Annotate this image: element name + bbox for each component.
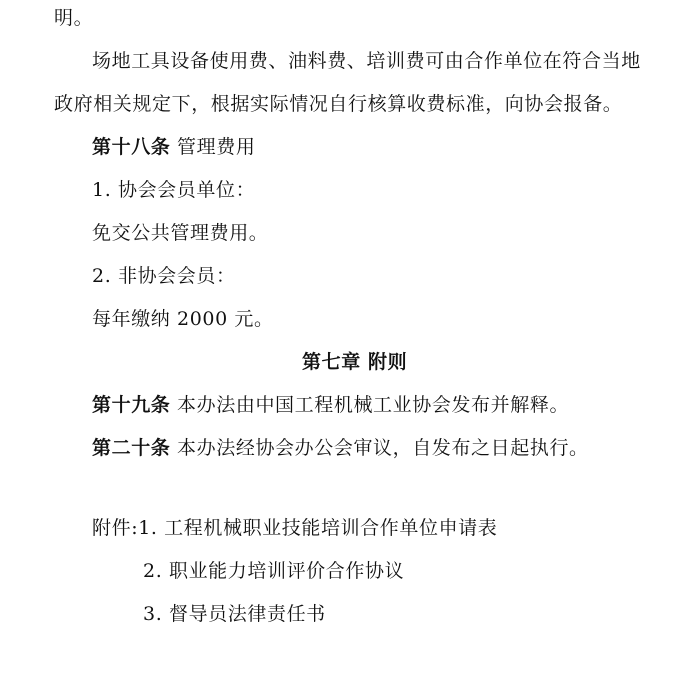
item-1-text: 免交公共管理费用。 [92,222,269,244]
attachment-prefix: 附件: [92,517,139,539]
attachment-2: 2. 职业能力培训评价合作协议 [143,560,405,582]
article-19-text: 本办法由中国工程机械工业协会发布并解释。 [170,394,570,416]
article-20-text: 本办法经协会办公会审议，自发布之日起执行。 [170,437,589,459]
article-18 [92,135,255,159]
article-20 [92,436,589,460]
article-20-label: 第二十条 [92,437,171,459]
paragraph-fees-line-2: 政府相关规定下，根据实际情况自行核算收费标准，向协会报备。 [54,93,623,115]
article-19-label: 第十九条 [92,394,171,416]
article-18-label: 第十八条 [92,136,171,158]
text-line-ming: 明。 [54,7,94,29]
attachment-1-text: 1. 工程机械职业技能培训合作单位申请表 [138,517,498,539]
item-1-label: 1. 协会会员单位： [92,179,256,201]
item-2-label: 2. 非协会会员： [92,265,236,287]
attachment-1 [92,516,497,540]
paragraph-fees-line-1: 场地工具设备使用费、油料费、培训费可由合作单位在符合当地 [92,50,641,72]
attachment-3: 3. 督导员法律责任书 [143,603,326,625]
article-18-title: 管理费用 [170,136,256,158]
item-2-text: 每年缴纳 2000 元。 [92,308,274,330]
article-19 [92,393,569,417]
chapter-7-heading: 第七章 附则 [302,351,408,373]
